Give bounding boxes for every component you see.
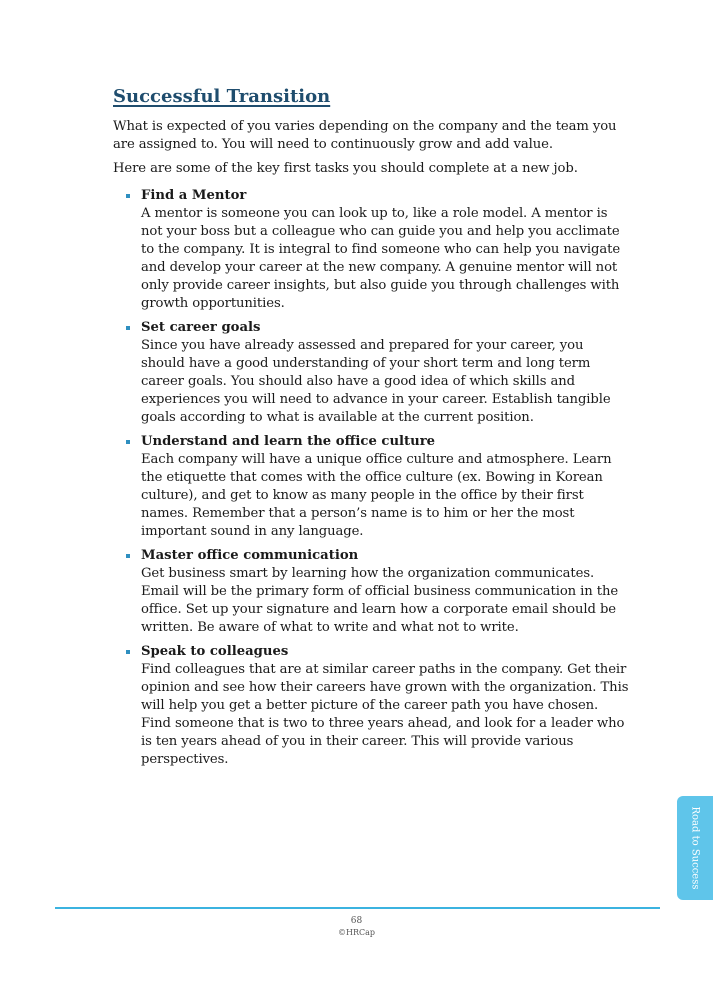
- task-description: Each company will have a unique office culture and atmosphere. Learn the etiquette that comes with the office culture (ex. Bowing in Korean culture), and get to know as many people in the office by their first names. Remember that a person’s name is to him or her the most important sound in any language.: [141, 452, 612, 539]
- task-description: A mentor is someone you can look up to, like a role model. A mentor is not your boss but a colleague who can guide you and help you acclimate to the company. It is integral to find someone who can help you navigate and develop your career at the new company. A genuine mentor will not only provide career insights, but also guide you through challenges with growth opportunities.: [141, 206, 621, 311]
- bullet-icon: [126, 194, 130, 198]
- task-description: Since you have already assessed and prepared for your career, you should have a good understanding of your short term and long term career goals. You should also have a good idea of which skills and experiences you will need to advance in your career. Establish tangible goals according to what is available at the current position.: [141, 338, 611, 425]
- task-title: Master office communication: [141, 548, 359, 563]
- bullet-icon: [126, 440, 130, 444]
- bullet-icon: [126, 650, 130, 654]
- footer-divider: [55, 907, 660, 909]
- list-item: [141, 319, 631, 427]
- intro-paragraph-2: Here are some of the key first tasks you should complete at a new job.: [113, 161, 578, 176]
- list-item: [141, 433, 631, 541]
- copyright: ©HRCap: [337, 928, 375, 937]
- task-description: Find colleagues that are at similar career paths in the company. Get their opinion and see how their careers have grown with the organization. This will help you get a better picture of the career path you have chosen. Find someone that is two to three years ahead, and look for a leader who is ten years ahead of you in their career. This will provide various perspectives.: [141, 662, 629, 767]
- page-title: Successful Transition: [113, 86, 331, 107]
- list-item: [141, 187, 631, 313]
- side-tab-label: Road to Success: [689, 806, 701, 890]
- task-title: Speak to colleagues: [141, 644, 289, 659]
- bullet-icon: [126, 554, 130, 558]
- task-title: Set career goals: [141, 320, 261, 335]
- bullet-icon: [126, 326, 130, 330]
- task-title: Find a Mentor: [141, 188, 247, 203]
- list-item: [141, 643, 631, 769]
- intro-paragraph-1: What is expected of you varies depending on the company and the team you are assigned to. You will need to continuously grow and add value.: [113, 119, 617, 152]
- task-description: Get business smart by learning how the organization communicates. Email will be the primary form of official business communication in the office. Set up your signature and learn how a corporate email should be written. Be aware of what to write and what not to write.: [141, 566, 619, 635]
- list-item: [141, 547, 631, 637]
- page-number: 68: [350, 916, 363, 926]
- section-side-tab[interactable]: [677, 796, 713, 900]
- task-title: Understand and learn the office culture: [141, 434, 436, 449]
